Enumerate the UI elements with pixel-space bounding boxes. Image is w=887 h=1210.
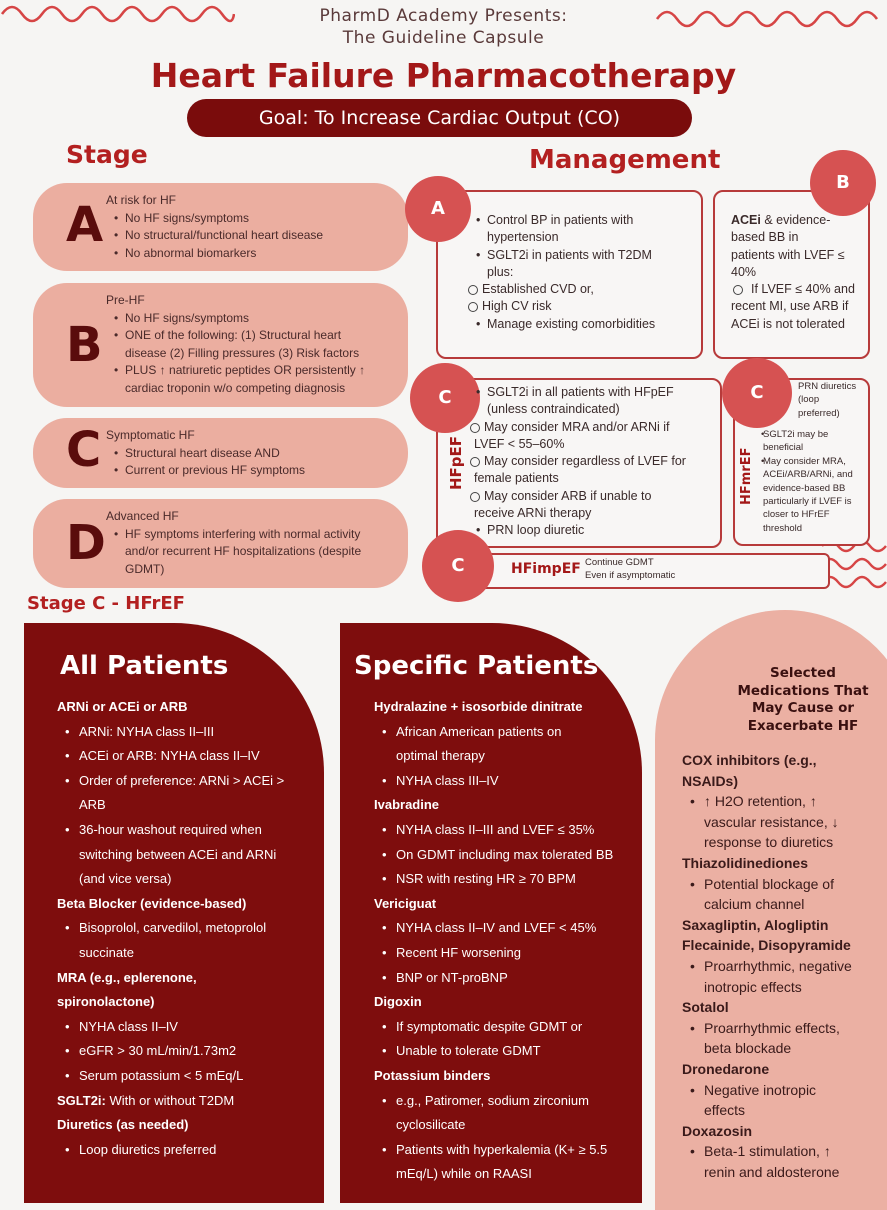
management-c-hfmref-top bbox=[798, 380, 868, 420]
list-item-continuation: response to diuretics bbox=[704, 834, 834, 851]
management-line: (loop bbox=[798, 394, 820, 406]
management-b-text bbox=[731, 212, 861, 333]
stage-bullet: • No abnormal biomarkers bbox=[106, 245, 323, 263]
list-heading: spironolactone) bbox=[57, 994, 155, 1010]
list-heading: Saxagliptin, Alogliptin bbox=[682, 916, 829, 933]
management-option: May consider regardless of LVEF for bbox=[468, 453, 718, 470]
list-heading: NSAIDs) bbox=[682, 772, 739, 789]
management-c-hfimpef-badge: C bbox=[422, 530, 494, 602]
list-item: • 36-hour washout required when bbox=[57, 818, 322, 843]
selected-medications-heading bbox=[718, 665, 887, 735]
management-continuation: LVEF < 55–60% bbox=[474, 436, 565, 451]
heading-line: Selected bbox=[770, 665, 836, 681]
management-b-line: based BB in bbox=[731, 230, 799, 245]
list-item: • Patients with hyperkalemia (K+ ≥ 5.5 bbox=[374, 1138, 639, 1163]
list-item-continuation: switching between ACEi and ARNi bbox=[79, 846, 277, 862]
list-heading: Sotalol bbox=[682, 999, 729, 1016]
list-heading: COX inhibitors (e.g., bbox=[682, 752, 817, 768]
all-patients-heading: All Patients bbox=[60, 651, 229, 681]
stage-b-text bbox=[106, 292, 365, 397]
management-bullet: • SGLT2i may be bbox=[753, 428, 866, 441]
stage-title: Advanced HF bbox=[106, 509, 179, 523]
management-b-line: ACEi is not tolerated bbox=[731, 316, 845, 331]
list-item: • ↑ H2O retention, ↑ bbox=[682, 791, 882, 812]
list-heading: Digoxin bbox=[374, 994, 422, 1010]
specific-patients-heading: Specific Patients bbox=[354, 651, 599, 681]
management-option: May consider MRA and/or ARNi if bbox=[468, 419, 718, 436]
list-item: • Proarrhythmic effects, bbox=[682, 1018, 882, 1039]
list-item: • Bisoprolol, carvedilol, metoprolol bbox=[57, 916, 322, 941]
management-bullet: • May consider MRA, bbox=[753, 455, 866, 468]
management-continuation: particularly if LVEF is bbox=[763, 496, 852, 508]
management-b-line: patients with LVEF ≤ bbox=[731, 247, 845, 262]
list-item: • Negative inotropic bbox=[682, 1080, 882, 1101]
management-line: Even if asymptomatic bbox=[585, 570, 676, 582]
management-c-hfimpef-text bbox=[585, 556, 725, 583]
specific-patients-list bbox=[374, 695, 639, 1187]
list-item-continuation: inotropic effects bbox=[704, 978, 802, 995]
list-item: • ARNi: NYHA class II–III bbox=[57, 720, 322, 745]
management-heading: Management bbox=[529, 145, 721, 175]
management-line: PRN diuretics bbox=[798, 381, 857, 392]
stage-heading: Stage bbox=[66, 140, 148, 169]
stage-a-card bbox=[33, 183, 408, 271]
header-presenter: PharmD Academy Presents: bbox=[319, 6, 568, 26]
management-bullet: • Control BP in patients with bbox=[468, 212, 696, 229]
list-item: • Loop diuretics preferred bbox=[57, 1138, 322, 1163]
list-item: • eGFR > 30 mL/min/1.73m2 bbox=[57, 1039, 322, 1064]
list-heading: Vericiguat bbox=[374, 895, 437, 911]
goal-banner: Goal: To Increase Cardiac Output (CO) bbox=[187, 99, 692, 137]
management-b-line: recent MI, use ARB if bbox=[731, 299, 849, 314]
management-b-acei: ACEi bbox=[731, 213, 761, 227]
management-continuation: ACEi/ARB/ARNi, and bbox=[763, 469, 853, 481]
management-option: May consider ARB if unable to bbox=[468, 488, 718, 505]
management-line: Continue GDMT bbox=[585, 557, 654, 568]
list-item-continuation: optimal therapy bbox=[396, 748, 485, 764]
stage-title: Symptomatic HF bbox=[106, 428, 195, 442]
list-item: • African American patients on bbox=[374, 720, 639, 745]
management-c-hfmref-text bbox=[753, 428, 866, 535]
stage-bullet: • No structural/functional heart disease bbox=[106, 227, 323, 245]
stage-letter: D bbox=[66, 515, 106, 571]
stage-a-text bbox=[106, 192, 323, 262]
list-item: • Unable to tolerate GDMT bbox=[374, 1039, 639, 1064]
management-b-line: & evidence- bbox=[760, 213, 831, 227]
management-continuation: receive ARNi therapy bbox=[474, 506, 592, 521]
management-bullet: • SGLT2i in patients with T2DM bbox=[468, 247, 696, 264]
stage-c-text bbox=[106, 427, 305, 480]
management-continuation: plus: bbox=[487, 264, 514, 279]
list-item-continuation: (and vice versa) bbox=[79, 871, 172, 887]
stage-bullet-continuation: disease (2) Filling pressures (3) Risk factors bbox=[125, 345, 360, 360]
stage-letter: B bbox=[66, 317, 103, 373]
management-b-badge: B bbox=[810, 150, 876, 216]
list-heading: Ivabradine bbox=[374, 797, 440, 813]
list-item-continuation: renin and aldosterone bbox=[704, 1163, 840, 1180]
list-heading: Doxazosin bbox=[682, 1122, 753, 1139]
list-heading: Dronedarone bbox=[682, 1060, 770, 1077]
list-item: • Serum potassium < 5 mEq/L bbox=[57, 1064, 322, 1089]
management-continuation: closer to HFrEF bbox=[763, 509, 830, 521]
list-item: • Recent HF worsening bbox=[374, 941, 639, 966]
management-c-hfpef-text bbox=[468, 384, 718, 540]
list-item: • Beta-1 stimulation, ↑ bbox=[682, 1141, 882, 1162]
all-patients-list bbox=[57, 695, 322, 1162]
management-continuation: beneficial bbox=[763, 442, 804, 454]
list-heading: Potassium binders bbox=[374, 1067, 491, 1083]
management-option: If LVEF ≤ 40% and bbox=[731, 281, 861, 298]
stage-c-hfref-heading: Stage C - HFrEF bbox=[27, 593, 185, 614]
list-heading: Hydralazine + isosorbide dinitrate bbox=[374, 699, 583, 714]
list-item-continuation: effects bbox=[704, 1102, 745, 1119]
list-item-continuation: mEq/L) while on RAASI bbox=[396, 1166, 532, 1182]
hfmref-label: HFmrEF bbox=[739, 447, 754, 505]
stage-bullet: • Structural heart disease AND bbox=[106, 445, 305, 463]
list-item-continuation: vascular resistance, ↓ bbox=[704, 813, 839, 830]
management-a-badge: A bbox=[405, 176, 471, 242]
management-b-line: 40% bbox=[731, 264, 757, 279]
list-heading: SGLT2i: bbox=[57, 1092, 106, 1108]
management-continuation: (unless contraindicated) bbox=[487, 402, 620, 417]
management-bullet: • Manage existing comorbidities bbox=[468, 316, 696, 333]
stage-bullet: • No HF signs/symptoms bbox=[106, 310, 365, 328]
stage-title: Pre-HF bbox=[106, 293, 145, 307]
stage-letter: A bbox=[66, 197, 104, 253]
heading-line: Exacerbate HF bbox=[747, 717, 859, 734]
management-c-hfpef-badge: C bbox=[410, 363, 480, 433]
stage-bullet-continuation: cardiac troponin w/o competing diagnosis bbox=[125, 380, 346, 395]
stage-title: At risk for HF bbox=[106, 193, 177, 207]
list-item: • NSR with resting HR ≥ 70 BPM bbox=[374, 867, 639, 892]
page-title: Heart Failure Pharmacotherapy bbox=[150, 56, 737, 95]
management-continuation: evidence-based BB bbox=[763, 482, 846, 494]
list-heading: Thiazolidinediones bbox=[682, 854, 809, 871]
list-item: • BNP or NT-proBNP bbox=[374, 966, 639, 991]
management-continuation: female patients bbox=[474, 471, 559, 486]
management-bullet: • SGLT2i in all patients with HFpEF bbox=[468, 384, 718, 401]
list-item: • Potential blockage of bbox=[682, 874, 882, 895]
hfimpef-label: HFimpEF bbox=[511, 561, 581, 577]
list-heading: Diuretics (as needed) bbox=[57, 1117, 189, 1133]
management-c-hfmref-badge: C bbox=[722, 358, 792, 428]
list-item: • NYHA class II–IV bbox=[57, 1015, 322, 1040]
list-item: • On GDMT including max tolerated BB bbox=[374, 843, 639, 868]
management-bullet: • PRN loop diuretic bbox=[468, 522, 718, 539]
stage-bullet: • No HF signs/symptoms bbox=[106, 210, 323, 228]
list-item-continuation: beta blockade bbox=[704, 1040, 792, 1057]
stage-bullet: • HF symptoms interfering with normal activity bbox=[106, 526, 361, 544]
list-heading: Flecainide, Disopyramide bbox=[682, 937, 851, 954]
stage-letter: C bbox=[66, 422, 102, 478]
list-item-continuation: calcium channel bbox=[704, 896, 805, 913]
management-option: High CV risk bbox=[466, 298, 696, 315]
management-continuation: threshold bbox=[763, 522, 803, 534]
list-item: • ACEi or ARB: NYHA class II–IV bbox=[57, 744, 322, 769]
management-a-text bbox=[468, 212, 696, 333]
list-heading: ARNi or ACEi or ARB bbox=[57, 699, 188, 714]
list-heading: Beta Blocker (evidence-based) bbox=[57, 895, 247, 911]
stage-b-card bbox=[33, 283, 408, 407]
heading-line: May Cause or bbox=[751, 700, 855, 716]
stage-d-card bbox=[33, 499, 408, 588]
stage-bullet: • Current or previous HF symptoms bbox=[106, 462, 305, 480]
list-item: • Order of preference: ARNi > ACEi > bbox=[57, 769, 322, 794]
list-item-continuation: ARB bbox=[79, 797, 106, 813]
list-item-continuation: succinate bbox=[79, 944, 134, 960]
list-item: • If symptomatic despite GDMT or bbox=[374, 1015, 639, 1040]
hfpef-label: HFpEF bbox=[447, 435, 465, 490]
stage-bullet-continuation: GDMT) bbox=[125, 561, 165, 576]
stage-bullet: • ONE of the following: (1) Structural heart bbox=[106, 327, 365, 345]
list-item: • e.g., Patiromer, sodium zirconium bbox=[374, 1089, 639, 1114]
management-continuation: hypertension bbox=[487, 230, 559, 245]
heading-line: Medications That bbox=[737, 682, 869, 699]
management-option: Established CVD or, bbox=[466, 281, 696, 298]
stage-c-card bbox=[33, 418, 408, 488]
sglt2-note: With or without T2DM bbox=[105, 1092, 235, 1108]
stage-d-text bbox=[106, 508, 361, 578]
list-item: • NYHA class III–IV bbox=[374, 769, 639, 794]
stage-bullet: • PLUS ↑ natriuretic peptides OR persistently ↑ bbox=[106, 362, 365, 380]
list-item: • Proarrhythmic, negative bbox=[682, 956, 882, 977]
list-item: • NYHA class II–IV and LVEF < 45% bbox=[374, 916, 639, 941]
list-heading: MRA (e.g., eplerenone, bbox=[57, 969, 197, 985]
stage-bullet-continuation: and/or recurrent HF hospitalizations (despite bbox=[125, 544, 362, 558]
selected-medications-list bbox=[682, 750, 882, 1182]
list-item-continuation: cyclosilicate bbox=[396, 1117, 466, 1133]
header-subtitle: The Guideline Capsule bbox=[342, 28, 545, 48]
management-line: preferred) bbox=[798, 407, 840, 419]
list-item: • NYHA class II–III and LVEF ≤ 35% bbox=[374, 818, 639, 843]
